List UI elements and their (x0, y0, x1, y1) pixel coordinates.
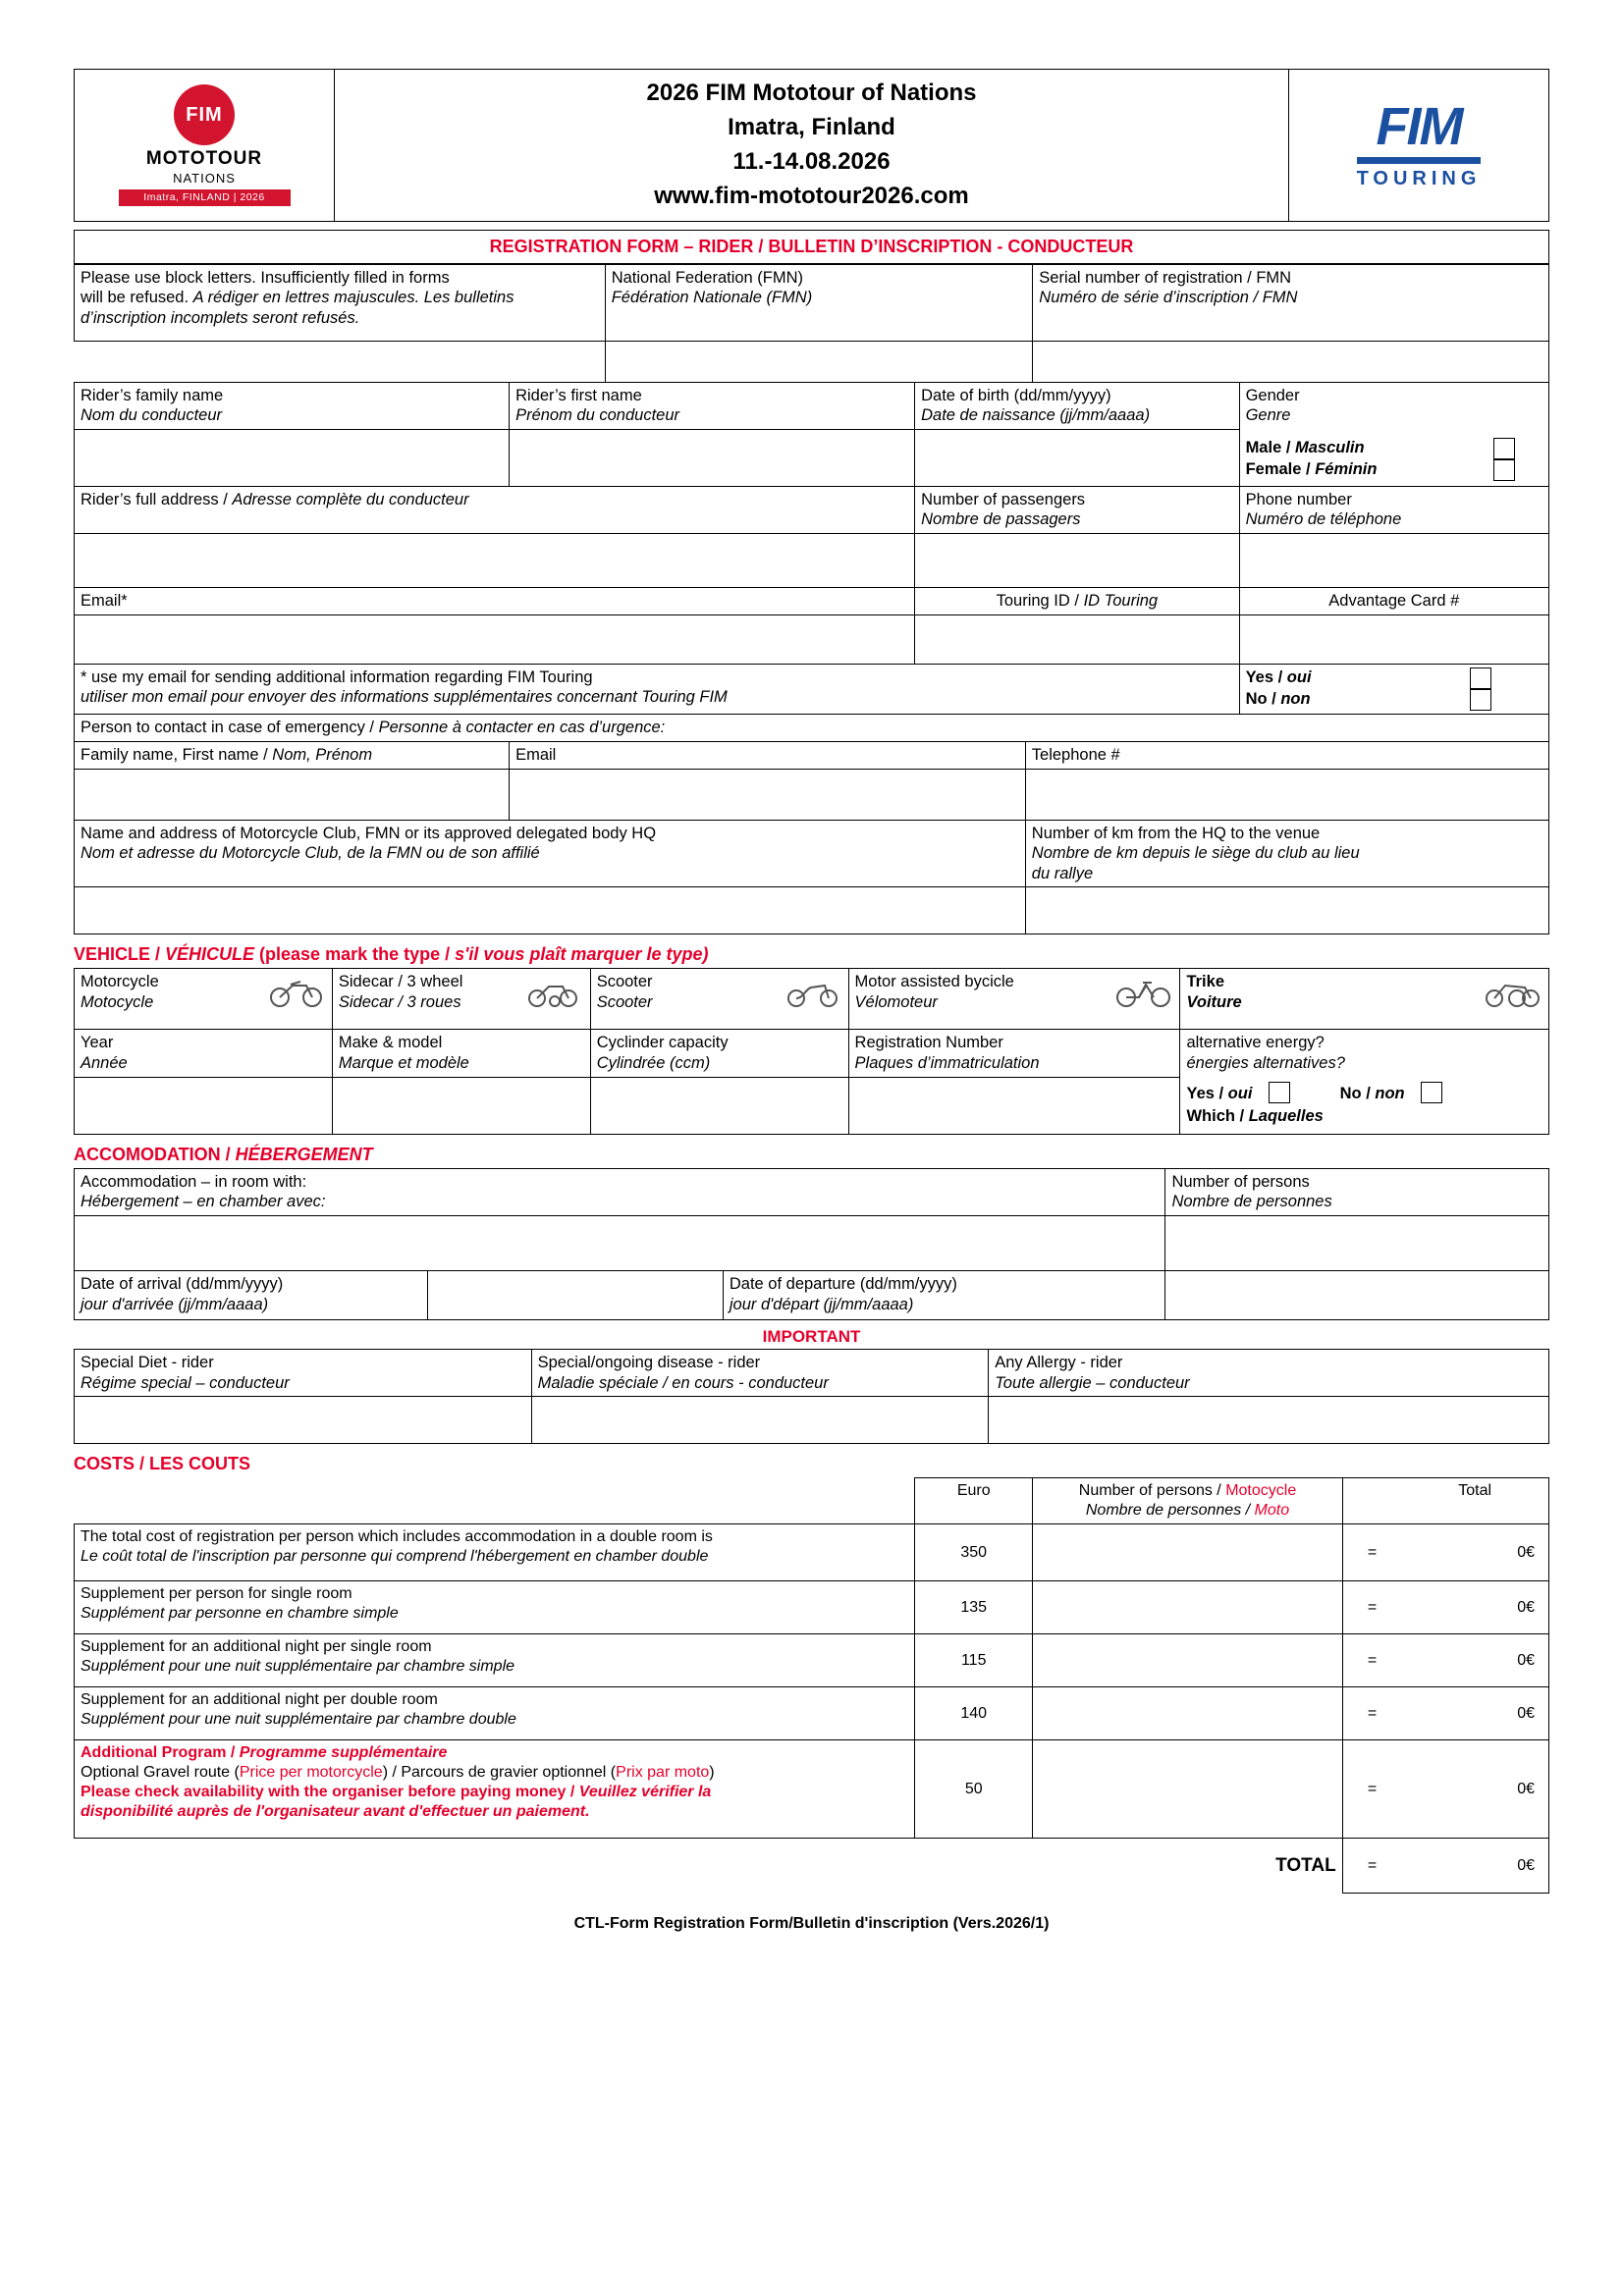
cost-row-3-label (75, 1634, 915, 1687)
disease-label (531, 1349, 989, 1396)
alt-energy-label-fr: énergies alternatives? (1186, 1054, 1345, 1072)
event-title-line-3: 11.-14.08.2026 (732, 148, 891, 175)
vehicle-section-note-fr: s'il vous plaît marquer le type) (455, 944, 709, 965)
cost-extra-persons-input[interactable] (1033, 1740, 1342, 1839)
costs-head-total: Total (1401, 1478, 1548, 1524)
vehicle-capacity-label-en: Cyclinder capacity (596, 1034, 729, 1052)
alt-energy-which-label: Which / (1186, 1107, 1249, 1126)
family-name-label-en: Rider’s family name (81, 386, 224, 404)
total-blank (75, 1839, 915, 1894)
accommodation-table (74, 1168, 1549, 1271)
alt-energy-no-label: No / (1339, 1084, 1376, 1102)
departure-label-fr: jour d'départ (jj/mm/aaaa) (729, 1295, 914, 1313)
alt-energy-no-checkbox[interactable] (1421, 1082, 1442, 1103)
cost-extra-euro: 50 (915, 1740, 1033, 1839)
event-website-link[interactable]: www.fim-mototour2026.com (654, 182, 969, 209)
costs-head-blank (75, 1478, 915, 1524)
vehicle-year-input[interactable] (75, 1077, 333, 1134)
passengers-label-fr: Nombre de passagers (921, 510, 1081, 529)
special-diet-label-en: Special Diet - rider (81, 1353, 214, 1371)
arrival-label-fr: jour d'arrivée (jj/mm/aaaa) (81, 1295, 269, 1313)
emergency-name-label-fr: Nom, Prénom (272, 745, 373, 764)
cost-row-3-euro: 115 (915, 1634, 1033, 1687)
fim-wordmark: FIM (1376, 96, 1462, 156)
trike-icon (1484, 972, 1542, 1009)
sidecar-icon (525, 972, 584, 1009)
touring-id-label-en: Touring ID / (996, 592, 1084, 610)
cost-row-4-en: Supplement for an additional night per double room (81, 1691, 438, 1709)
consent-block (74, 664, 1549, 716)
km-label-fr2: du rallye (1031, 864, 1094, 882)
form-title-table (74, 230, 1549, 264)
cost-row-2-persons-input[interactable] (1033, 1581, 1342, 1634)
costs-head-persons-fr-red: Moto (1254, 1502, 1290, 1520)
vehicle-type-sidecar-fr: Sidecar / 3 roues (338, 993, 461, 1011)
gender-male-label: Male / (1245, 438, 1295, 456)
vehicle-capacity-label (590, 1030, 848, 1077)
advantage-card-label: Advantage Card # (1239, 588, 1548, 615)
vehicle-type-trike-en: Trike (1186, 973, 1224, 991)
cost-extra-total: 0€ (1401, 1740, 1548, 1839)
vehicle-plate-label (848, 1030, 1180, 1077)
arrival-input[interactable] (428, 1270, 723, 1319)
vehicle-year-label-fr: Année (81, 1054, 128, 1072)
alt-energy-cell (1180, 1030, 1549, 1134)
total-eq: = (1342, 1839, 1401, 1894)
cost-row-2-euro: 135 (915, 1581, 1033, 1634)
club-label-en: Name and address of Motorcycle Club, FMN or its approved delegated body HQ (81, 824, 657, 842)
allergy-label-fr: Toute allergie – conducteur (995, 1373, 1190, 1392)
vehicle-type-motorcycle-fr: Motocycle (81, 993, 154, 1011)
first-name-label-fr: Prénom du conducteur (515, 406, 680, 425)
cost-row-4-total: 0€ (1401, 1687, 1548, 1740)
vehicle-section-title (74, 944, 1549, 965)
document-header (74, 69, 1549, 222)
vehicle-type-scooter-fr: Scooter (596, 993, 653, 1011)
costs-head-persons (1033, 1478, 1342, 1524)
vehicle-type-sidecar[interactable] (332, 969, 590, 1030)
alt-energy-which-label-fr: Laquelles (1248, 1107, 1324, 1126)
cost-row-1-euro: 350 (915, 1524, 1033, 1581)
event-title-line-2: Imatra, Finland (728, 114, 895, 141)
phone-label-fr: Numéro de téléphone (1245, 510, 1402, 529)
fim-touring-wordmark: TOURING (1356, 167, 1482, 189)
km-input[interactable] (1025, 887, 1548, 934)
fmn-label-fr: Fédération Nationale (FMN) (611, 289, 813, 307)
serial-label-en: Serial number of registration / FMN (1039, 268, 1292, 287)
cost-row-3-fr: Supplément pour une nuit supplémentaire par chambre simple (81, 1658, 515, 1676)
mototour-logo-line1: MOTOTOUR (145, 147, 263, 169)
fim-logo-rule (1357, 157, 1482, 164)
notice-spacer (75, 341, 606, 382)
vehicle-year-label (75, 1030, 333, 1077)
cost-extra-eq: = (1342, 1740, 1401, 1839)
costs-head-eq (1342, 1478, 1401, 1524)
km-label (1025, 820, 1548, 887)
first-name-label (510, 382, 915, 429)
persons-count-label-en: Number of persons (1171, 1172, 1310, 1191)
cost-extra-line2b-red: Prix par moto (616, 1764, 710, 1782)
passengers-label (915, 486, 1239, 533)
vehicle-make-label (332, 1030, 590, 1077)
vehicle-type-scooter[interactable] (590, 969, 848, 1030)
motorcycle-icon (267, 972, 326, 1009)
alt-energy-yes-label: Yes / (1186, 1084, 1228, 1102)
cost-row-4-fr: Supplément pour une nuit supplémentaire par chambre double (81, 1711, 516, 1729)
vehicle-type-table (74, 968, 1549, 1134)
club-input[interactable] (75, 887, 1026, 934)
vehicle-capacity-input[interactable] (590, 1077, 848, 1134)
accommodation-section-en: ACCOMODATION / (74, 1144, 236, 1164)
cost-extra-line2c: ) (709, 1764, 715, 1782)
departure-input[interactable] (1165, 1270, 1549, 1319)
room-with-input[interactable] (75, 1215, 1165, 1270)
fmn-label-cell (605, 264, 1033, 341)
room-with-label-en: Accommodation – in room with: (81, 1172, 307, 1191)
consent-options (1239, 664, 1548, 715)
name-dob-block (74, 382, 1549, 487)
vehicle-make-input[interactable] (332, 1077, 590, 1134)
fim-touring-logo (1289, 70, 1549, 222)
cost-extra-line2b: ) / Parcours de gravier optionnel ( (382, 1764, 617, 1782)
disease-label-fr: Maladie spéciale / en cours - conducteur (537, 1373, 829, 1392)
phone-label (1239, 486, 1548, 533)
gender-label-en: Gender (1245, 386, 1300, 404)
emergency-block (74, 714, 1549, 820)
cost-row-3-eq: = (1342, 1634, 1401, 1687)
cost-row-2-en: Supplement per person for single room (81, 1585, 352, 1603)
accommodation-section-title (74, 1145, 1549, 1165)
total-blank-2 (915, 1839, 1033, 1894)
accommodation-section-fr: HÉBERGEMENT (235, 1144, 373, 1164)
alt-energy-yes-label-fr: oui (1227, 1084, 1253, 1102)
address-label-en: Rider’s full address / (81, 490, 233, 508)
cost-extra-label (75, 1740, 915, 1839)
gender-male-label-fr: Masculin (1295, 438, 1365, 456)
gender-cell (1239, 382, 1548, 486)
km-label-fr1: Nombre de km depuis le siège du club au lieu (1031, 844, 1360, 863)
advantage-card-input[interactable] (1239, 614, 1548, 664)
emergency-title-fr: Personne à contacter en cas d’urgence: (378, 719, 666, 737)
notice-line-3-fr: d’inscription incomplets seront refusés. (81, 308, 360, 327)
touring-id-label-fr: ID Touring (1083, 592, 1159, 610)
emergency-name-input[interactable] (75, 769, 510, 820)
cost-extra-title-fr: Programme supplémentaire (239, 1744, 448, 1762)
gender-female-label: Female / (1245, 460, 1316, 479)
cost-row-2-eq: = (1342, 1581, 1401, 1634)
consent-no-label-fr: non (1280, 690, 1311, 709)
club-block (74, 820, 1549, 935)
phone-label-en: Phone number (1245, 490, 1352, 508)
departure-label-en: Date of departure (dd/mm/yyyy) (729, 1274, 957, 1293)
vehicle-type-moped[interactable] (848, 969, 1180, 1030)
address-label (75, 486, 915, 533)
vehicle-type-motorcycle-en: Motorcycle (81, 973, 159, 991)
costs-head-persons-en-red: Motocycle (1225, 1482, 1297, 1500)
cost-row-2-fr: Supplément par personne en chambre simple (81, 1605, 399, 1623)
passengers-label-en: Number of passengers (921, 490, 1086, 508)
event-title-line-1: 2026 FIM Mototour of Nations (646, 80, 977, 107)
vehicle-type-scooter-en: Scooter (596, 973, 653, 991)
club-label (75, 820, 1026, 887)
disease-label-en: Special/ongoing disease - rider (537, 1353, 761, 1371)
serial-input[interactable] (1033, 341, 1549, 382)
cost-row-4-label (75, 1687, 915, 1740)
emergency-email-input[interactable] (510, 769, 1026, 820)
cost-row-3-en: Supplement for an additional night per single room (81, 1638, 432, 1656)
address-block (74, 486, 1549, 588)
dob-label (915, 382, 1239, 429)
first-name-label-en: Rider’s first name (515, 386, 642, 404)
emergency-phone-label: Telephone # (1025, 741, 1548, 769)
cost-row-1-fr: Le coût total de l'inscription par personne qui comprend l'hébergement en chamber double (81, 1548, 709, 1566)
vehicle-type-moped-en: Motor assisted bycicle (854, 973, 1014, 991)
arrival-label (75, 1270, 428, 1319)
emergency-email-label: Email (510, 741, 1026, 769)
identity-block (74, 264, 1549, 383)
mototour-logo-bar: Imatra, FINLAND | 2026 (119, 189, 291, 206)
document-footer: CTL-Form Registration Form/Bulletin d'inscription (Vers.2026/1) (573, 1915, 1050, 1933)
fmn-input[interactable] (605, 341, 1033, 382)
vehicle-plate-input[interactable] (848, 1077, 1180, 1134)
email-block (74, 587, 1549, 665)
emergency-name-label (75, 741, 510, 769)
emergency-name-label-en: Family name, First name / (81, 745, 273, 764)
dob-label-en: Date of birth (dd/mm/yyyy) (921, 386, 1111, 404)
fmn-label-en: National Federation (FMN) (611, 268, 804, 287)
persons-count-label (1165, 1168, 1549, 1215)
family-name-label (75, 382, 510, 429)
vehicle-plate-label-fr: Plaques d’immatriculation (854, 1054, 1040, 1072)
important-table (74, 1349, 1549, 1444)
costs-head-euro: Euro (915, 1478, 1033, 1524)
room-with-label-fr: Hébergement – en chamber avec: (81, 1193, 326, 1211)
mototour-nations-logo (75, 70, 335, 222)
touring-id-label (915, 588, 1239, 615)
mototour-logo-line2: NATIONS (173, 170, 236, 186)
consent-yes-label: Yes / (1245, 667, 1287, 686)
cost-row-1-total: 0€ (1401, 1524, 1548, 1581)
cost-row-1-eq: = (1342, 1524, 1401, 1581)
costs-head-persons-fr: Nombre de personnes / (1085, 1502, 1255, 1520)
notice-cell (75, 264, 606, 341)
consent-text-en: * use my email for sending additional information regarding FIM Touring (81, 667, 593, 686)
notice-line-2: will be refused. (81, 289, 189, 307)
address-label-fr: Adresse complète du conducteur (232, 490, 469, 508)
grand-total-value: 0€ (1401, 1839, 1548, 1894)
cost-extra-title-en: Additional Program / (81, 1744, 240, 1762)
club-label-fr: Nom et adresse du Motorcycle Club, de la FMN ou de son affilié (81, 844, 540, 863)
consent-text-fr: utiliser mon email pour envoyer des informations supplémentaires concernant Touring FIM (81, 688, 728, 707)
costs-head-persons-en: Number of persons / (1078, 1482, 1226, 1500)
important-title: IMPORTANT (762, 1326, 861, 1346)
cost-row-4-euro: 140 (915, 1687, 1033, 1740)
family-name-input[interactable] (75, 429, 510, 486)
emergency-title (75, 715, 1549, 742)
alt-energy-yes-checkbox[interactable] (1269, 1082, 1290, 1103)
vehicle-make-label-fr: Marque et modèle (338, 1054, 469, 1072)
cost-row-1-persons-input[interactable] (1033, 1524, 1342, 1581)
cost-row-3-total: 0€ (1401, 1634, 1548, 1687)
cost-extra-line2a-red: Price per motorcycle (239, 1764, 383, 1782)
touring-id-input[interactable] (915, 614, 1239, 664)
alt-energy-no-label-fr: non (1375, 1084, 1405, 1102)
vehicle-type-trike[interactable] (1180, 969, 1549, 1030)
disease-input[interactable] (531, 1397, 989, 1444)
consent-no-label: No / (1245, 690, 1281, 709)
vehicle-year-label-en: Year (81, 1034, 114, 1052)
allergy-label-en: Any Allergy - rider (995, 1353, 1123, 1371)
address-input[interactable] (75, 534, 915, 588)
arrival-departure-table (74, 1270, 1549, 1320)
vehicle-plate-label-en: Registration Number (854, 1034, 1003, 1052)
cost-row-3-persons-input[interactable] (1033, 1634, 1342, 1687)
costs-table (74, 1477, 1549, 1894)
persons-count-label-fr: Nombre de personnes (1171, 1193, 1332, 1211)
passengers-input[interactable] (915, 534, 1239, 588)
vehicle-section-fr: VÉHICULE (165, 944, 260, 965)
gender-female-label-fr: Féminin (1315, 460, 1378, 479)
emergency-phone-input[interactable] (1025, 769, 1548, 820)
cost-extra-line3a-it: Veuillez vérifier la (578, 1784, 712, 1801)
cost-row-2-total: 0€ (1401, 1581, 1548, 1634)
first-name-input[interactable] (510, 429, 915, 486)
allergy-label (989, 1349, 1549, 1396)
notice-line-2-fr: A rédiger en lettres majuscules. Les bulletins (192, 289, 514, 307)
vehicle-make-label-en: Make & model (338, 1034, 443, 1052)
email-input[interactable] (75, 614, 915, 664)
serial-label-fr: Numéro de série d’inscription / FMN (1039, 289, 1298, 307)
persons-count-input[interactable] (1165, 1215, 1549, 1270)
notice-line-1: Please use block letters. Insufficiently filled in forms (81, 268, 450, 287)
cost-row-4-eq: = (1342, 1687, 1401, 1740)
consent-yes-label-fr: oui (1286, 667, 1312, 686)
vehicle-capacity-label-fr: Cylindrée (ccm) (596, 1054, 711, 1072)
cost-extra-line3a: Please check availability with the organiser before paying money / (81, 1784, 579, 1801)
gender-label-fr: Genre (1245, 406, 1291, 425)
cost-row-4-persons-input[interactable] (1033, 1687, 1342, 1740)
moped-icon (1114, 972, 1173, 1009)
cost-row-1-en: The total cost of registration per person which includes accommodation in a double room is (81, 1528, 713, 1546)
departure-label (723, 1270, 1165, 1319)
email-label: Email* (75, 588, 915, 615)
total-label: TOTAL (1275, 1855, 1336, 1876)
vehicle-type-motorcycle[interactable] (75, 969, 333, 1030)
consent-text (75, 664, 1240, 715)
km-label-en: Number of km from the HQ to the venue (1031, 824, 1321, 842)
vehicle-type-moped-fr: Vélomoteur (854, 993, 938, 1011)
dob-input[interactable] (915, 429, 1239, 486)
scooter-icon (784, 972, 842, 1009)
special-diet-label-fr: Régime special – conducteur (81, 1373, 290, 1392)
costs-section-title: COSTS / LES COUTS (74, 1454, 251, 1474)
dob-label-fr: Date de naissance (jj/mm/aaaa) (921, 406, 1151, 425)
vehicle-section-en: VEHICLE / (74, 944, 166, 965)
family-name-label-fr: Nom du conducteur (81, 406, 222, 425)
cost-extra-line3b-it: disponibilité auprès de l'organisateur avant d'effectuer un paiement. (81, 1803, 590, 1821)
allergy-input[interactable] (989, 1397, 1549, 1444)
cost-extra-line2a: Optional Gravel route ( (81, 1764, 240, 1782)
serial-label-cell (1033, 264, 1549, 341)
room-with-label (75, 1168, 1165, 1215)
vehicle-section-note: (please mark the type / (259, 944, 456, 965)
gender-male-checkbox[interactable] (1493, 438, 1515, 459)
event-title-block (335, 70, 1289, 222)
special-diet-label (75, 1349, 532, 1396)
form-title: REGISTRATION FORM – RIDER / BULLETIN D’INSCRIPTION - CONDUCTEUR (75, 231, 1549, 264)
mototour-circle-mark: FIM (174, 84, 235, 145)
consent-no-checkbox[interactable] (1470, 689, 1491, 711)
gender-female-checkbox[interactable] (1493, 459, 1515, 481)
consent-yes-checkbox[interactable] (1470, 667, 1491, 689)
phone-input[interactable] (1239, 534, 1548, 588)
emergency-title-en: Person to contact in case of emergency / (81, 719, 379, 737)
special-diet-input[interactable] (75, 1397, 532, 1444)
vehicle-type-trike-fr: Voiture (1186, 993, 1242, 1011)
vehicle-type-sidecar-en: Sidecar / 3 wheel (338, 973, 463, 991)
arrival-label-en: Date of arrival (dd/mm/yyyy) (81, 1274, 284, 1293)
alt-energy-label-en: alternative energy? (1186, 1034, 1325, 1052)
cost-row-1-label (75, 1524, 915, 1581)
cost-row-2-label (75, 1581, 915, 1634)
